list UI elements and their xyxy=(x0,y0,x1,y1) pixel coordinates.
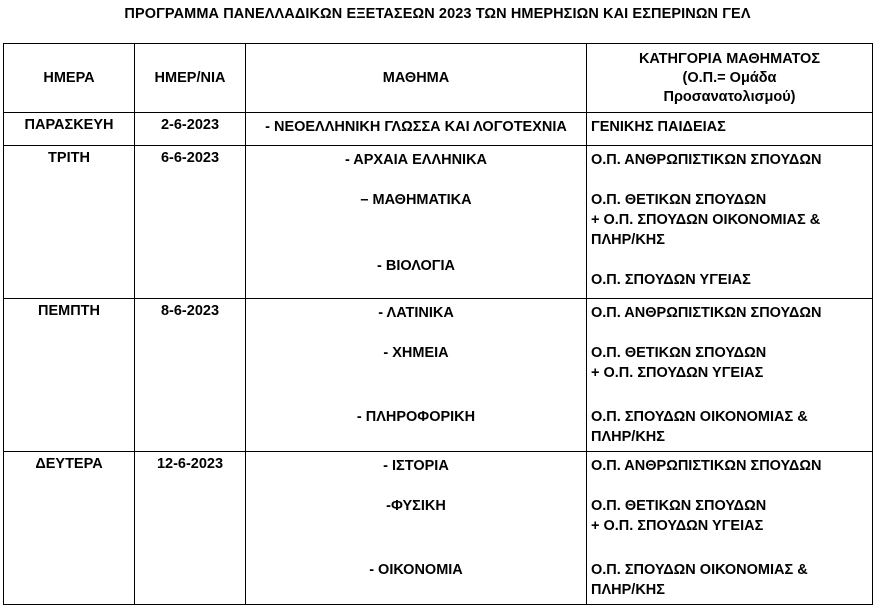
subject-item: - ΟΙΚΟΝΟΜΙΑ xyxy=(369,562,463,578)
category-item: + Ο.Π. ΣΠΟΥΔΩΝ ΥΓΕΙΑΣ xyxy=(591,518,764,534)
cell-subjects xyxy=(246,146,587,299)
category-item: Ο.Π. ΘΕΤΙΚΩΝ ΣΠΟΥΔΩΝ xyxy=(591,498,767,514)
category-item: Ο.Π. ΘΕΤΙΚΩΝ ΣΠΟΥΔΩΝ xyxy=(591,345,767,361)
cell-categories xyxy=(587,146,873,299)
category-item: ΠΛΗΡ/ΚΗΣ xyxy=(591,232,665,248)
table-row xyxy=(4,146,873,299)
cell-subjects xyxy=(246,113,587,146)
category-item: Ο.Π. ΣΠΟΥΔΩΝ ΟΙΚΟΝΟΜΙΑΣ & xyxy=(591,409,808,425)
cell-day: ΠΑΡΑΣΚΕΥΗ xyxy=(4,113,135,146)
subject-item: - ΝΕΟΕΛΛΗΝΙΚΗ ΓΛΩΣΣΑ ΚΑΙ ΛΟΓΟΤΕΧΝΙΑ xyxy=(265,119,567,135)
header-subject: ΜΑΘΗΜΑ xyxy=(246,44,587,113)
subject-item: - ΧΗΜΕΙΑ xyxy=(383,345,449,361)
subject-item: - ΛΑΤΙΝΙΚΑ xyxy=(378,305,454,321)
category-item: Ο.Π. ΘΕΤΙΚΩΝ ΣΠΟΥΔΩΝ xyxy=(591,192,767,208)
category-item: + Ο.Π. ΣΠΟΥΔΩΝ ΟΙΚΟΝΟΜΙΑΣ & xyxy=(591,212,821,228)
table-header-row xyxy=(4,44,873,113)
page-title: ΠΡΟΓΡΑΜΜΑ ΠΑΝΕΛΛΑΔΙΚΩΝ ΕΞΕΤΑΣΕΩΝ 2023 ΤΩΝ ΗΜΕΡΗΣΙΩΝ ΚΑΙ ΕΣΠΕΡΙΝΩΝ ΓΕΛ xyxy=(124,6,751,22)
cell-date: 2-6-2023 xyxy=(135,113,246,146)
header-date: ΗΜΕΡ/ΝΙΑ xyxy=(135,44,246,113)
subject-item: - ΠΛΗΡΟΦΟΡΙΚΗ xyxy=(356,409,476,425)
cell-date: 8-6-2023 xyxy=(135,299,246,452)
table-row xyxy=(4,299,873,452)
cell-day: ΔΕΥΤΕΡΑ xyxy=(4,452,135,605)
header-day: ΗΜΕΡΑ xyxy=(4,44,135,113)
subject-item: - ΙΣΤΟΡΙΑ xyxy=(383,458,449,474)
category-item: Ο.Π. ΑΝΘΡΩΠΙΣΤΙΚΩΝ ΣΠΟΥΔΩΝ xyxy=(591,305,822,321)
subject-item: - ΒΙΟΛΟΓΙΑ xyxy=(376,258,456,274)
subject-item: -ΦΥΣΙΚΗ xyxy=(386,498,446,514)
cell-subjects xyxy=(246,452,587,605)
category-item: ΠΛΗΡ/ΚΗΣ xyxy=(591,582,665,598)
cell-categories xyxy=(587,299,873,452)
category-item: + Ο.Π. ΣΠΟΥΔΩΝ ΥΓΕΙΑΣ xyxy=(591,365,764,381)
cell-date: 6-6-2023 xyxy=(135,146,246,299)
header-category-line-2: (Ο.Π.= Ομάδα xyxy=(682,69,777,86)
header-category-line-1: ΚΑΤΗΓΟΡΙΑ ΜΑΘΗΜΑΤΟΣ xyxy=(638,50,821,67)
cell-subjects xyxy=(246,299,587,452)
category-item: Ο.Π. ΑΝΘΡΩΠΙΣΤΙΚΩΝ ΣΠΟΥΔΩΝ xyxy=(591,458,822,474)
subject-item: - ΑΡΧΑΙΑ ΕΛΛΗΝΙΚΑ xyxy=(344,152,488,168)
category-item: ΠΛΗΡ/ΚΗΣ xyxy=(591,429,665,445)
category-item: ΓΕΝΙΚΗΣ ΠΑΙΔΕΙΑΣ xyxy=(591,119,726,135)
category-item: Ο.Π. ΣΠΟΥΔΩΝ ΟΙΚΟΝΟΜΙΑΣ & xyxy=(591,562,808,578)
category-item: Ο.Π. ΣΠΟΥΔΩΝ ΥΓΕΙΑΣ xyxy=(591,272,751,288)
subject-item: – ΜΑΘΗΜΑΤΙΚΑ xyxy=(360,192,472,208)
cell-date: 12-6-2023 xyxy=(135,452,246,605)
cell-day: ΤΡΙΤΗ xyxy=(4,146,135,299)
table-row xyxy=(4,452,873,605)
cell-categories xyxy=(587,113,873,146)
exam-schedule-table xyxy=(3,43,873,605)
table-row xyxy=(4,113,873,146)
cell-day: ΠΕΜΠΤΗ xyxy=(4,299,135,452)
header-category xyxy=(587,44,873,113)
category-item: Ο.Π. ΑΝΘΡΩΠΙΣΤΙΚΩΝ ΣΠΟΥΔΩΝ xyxy=(591,152,822,168)
header-category-line-3: Προσανατολισμού) xyxy=(663,88,796,105)
cell-categories xyxy=(587,452,873,605)
